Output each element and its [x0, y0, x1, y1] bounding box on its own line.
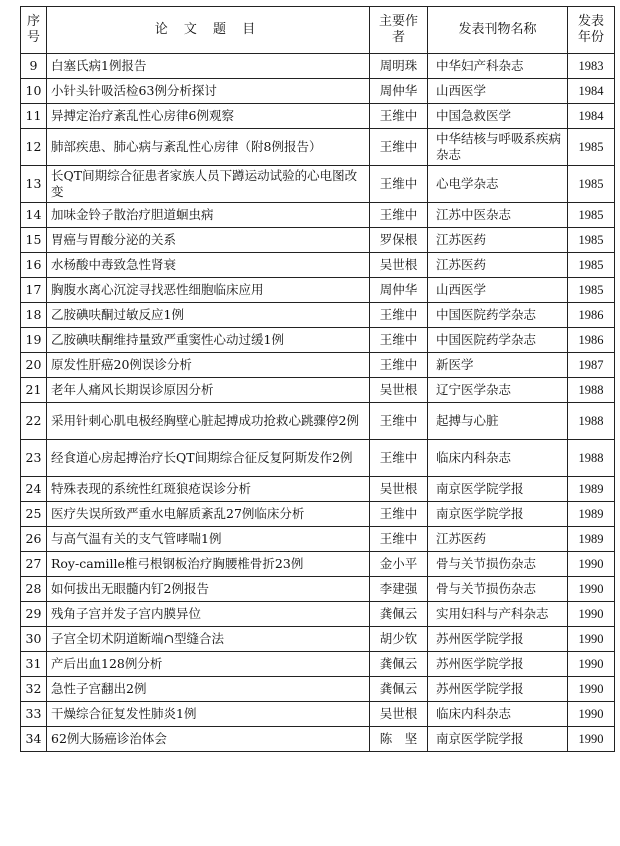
cell-year: 1987	[568, 353, 615, 378]
table-row	[21, 129, 615, 166]
cell-title: 长QT间期综合征患者家族人员下蹲运动试验的心电图改变	[47, 166, 370, 203]
cell-no: 23	[21, 440, 47, 477]
header-year: 发表年份	[568, 7, 615, 54]
cell-year: 1983	[568, 54, 615, 79]
cell-year: 1990	[568, 652, 615, 677]
cell-journal: 中国医院药学杂志	[428, 328, 568, 353]
table-row	[21, 702, 615, 727]
cell-title: 胃癌与胃酸分泌的关系	[47, 228, 370, 253]
cell-author: 王维中	[370, 440, 428, 477]
cell-no: 31	[21, 652, 47, 677]
cell-title: 老年人痛风长期误诊原因分析	[47, 378, 370, 403]
cell-journal: 临床内科杂志	[428, 440, 568, 477]
cell-journal: 中华结核与呼吸系疾病杂志	[428, 129, 568, 166]
cell-year: 1986	[568, 303, 615, 328]
table-row	[21, 627, 615, 652]
cell-author: 李建强	[370, 577, 428, 602]
cell-author: 龚佩云	[370, 602, 428, 627]
cell-journal: 江苏医药	[428, 527, 568, 552]
cell-no: 15	[21, 228, 47, 253]
table-row	[21, 727, 615, 752]
cell-journal: 江苏医药	[428, 228, 568, 253]
cell-title: 加味金铃子散治疗胆道蛔虫病	[47, 203, 370, 228]
cell-author: 吴世根	[370, 253, 428, 278]
cell-title: 白塞氏病1例报告	[47, 54, 370, 79]
cell-no: 22	[21, 403, 47, 440]
cell-author: 王维中	[370, 527, 428, 552]
cell-title: 原发性肝癌20例误诊分析	[47, 353, 370, 378]
cell-journal: 江苏中医杂志	[428, 203, 568, 228]
cell-author: 龚佩云	[370, 677, 428, 702]
cell-author: 罗保根	[370, 228, 428, 253]
header-title: 论 文 题 目	[47, 7, 370, 54]
table-row	[21, 79, 615, 104]
cell-no: 17	[21, 278, 47, 303]
cell-no: 34	[21, 727, 47, 752]
cell-title: 如何拔出无眼髓内钉2例报告	[47, 577, 370, 602]
cell-no: 10	[21, 79, 47, 104]
cell-no: 33	[21, 702, 47, 727]
cell-title: 乙胺碘呋酮维持量致严重窦性心动过缓1例	[47, 328, 370, 353]
cell-journal: 南京医学院学报	[428, 477, 568, 502]
cell-journal: 山西医学	[428, 79, 568, 104]
table-row	[21, 403, 615, 440]
cell-no: 13	[21, 166, 47, 203]
table-row	[21, 602, 615, 627]
cell-journal: 起搏与心脏	[428, 403, 568, 440]
cell-author: 周仲华	[370, 79, 428, 104]
table-row	[21, 552, 615, 577]
cell-journal: 苏州医学院学报	[428, 627, 568, 652]
table-row	[21, 353, 615, 378]
table-row	[21, 652, 615, 677]
cell-year: 1985	[568, 129, 615, 166]
cell-title: 产后出血128例分析	[47, 652, 370, 677]
cell-journal: 心电学杂志	[428, 166, 568, 203]
cell-journal: 骨与关节损伤杂志	[428, 577, 568, 602]
cell-author: 吴世根	[370, 702, 428, 727]
cell-no: 21	[21, 378, 47, 403]
cell-year: 1989	[568, 502, 615, 527]
cell-title: 与高气温有关的支气管哮喘1例	[47, 527, 370, 552]
cell-author: 吴世根	[370, 378, 428, 403]
cell-year: 1986	[568, 328, 615, 353]
cell-title: 小针头针吸活检63例分析探讨	[47, 79, 370, 104]
cell-no: 29	[21, 602, 47, 627]
cell-title: 水杨酸中毒致急性肾衰	[47, 253, 370, 278]
cell-author: 王维中	[370, 353, 428, 378]
cell-journal: 苏州医学院学报	[428, 677, 568, 702]
cell-author: 王维中	[370, 502, 428, 527]
cell-journal: 南京医学院学报	[428, 727, 568, 752]
cell-year: 1985	[568, 253, 615, 278]
table-row	[21, 203, 615, 228]
cell-author: 王维中	[370, 166, 428, 203]
cell-author: 吴世根	[370, 477, 428, 502]
cell-title: 特殊表现的系统性红斑狼疮误诊分析	[47, 477, 370, 502]
cell-year: 1990	[568, 602, 615, 627]
cell-year: 1988	[568, 440, 615, 477]
cell-title: 62例大肠癌诊治体会	[47, 727, 370, 752]
cell-year: 1985	[568, 278, 615, 303]
cell-no: 18	[21, 303, 47, 328]
cell-year: 1990	[568, 627, 615, 652]
cell-journal: 辽宁医学杂志	[428, 378, 568, 403]
cell-journal: 骨与关节损伤杂志	[428, 552, 568, 577]
cell-no: 16	[21, 253, 47, 278]
cell-journal: 实用妇科与产科杂志	[428, 602, 568, 627]
cell-year: 1990	[568, 552, 615, 577]
cell-no: 24	[21, 477, 47, 502]
publication-table	[20, 6, 615, 752]
table-row	[21, 253, 615, 278]
cell-author: 龚佩云	[370, 652, 428, 677]
cell-year: 1985	[568, 166, 615, 203]
cell-title: 胸腹水离心沉淀寻找恶性细胞临床应用	[47, 278, 370, 303]
table-row	[21, 527, 615, 552]
cell-year: 1989	[568, 527, 615, 552]
table-row	[21, 166, 615, 203]
cell-author: 王维中	[370, 203, 428, 228]
table-row	[21, 104, 615, 129]
cell-year: 1984	[568, 79, 615, 104]
table-row	[21, 54, 615, 79]
cell-no: 25	[21, 502, 47, 527]
header-journal: 发表刊物名称	[428, 7, 568, 54]
cell-title: 残角子宫并发子宫内膜异位	[47, 602, 370, 627]
cell-title: 经食道心房起搏治疗长QT间期综合征反复阿斯发作2例	[47, 440, 370, 477]
header-author: 主要作者	[370, 7, 428, 54]
header-no: 序号	[21, 7, 47, 54]
cell-title: Roy-camille椎弓根钢板治疗胸腰椎骨折23例	[47, 552, 370, 577]
cell-no: 20	[21, 353, 47, 378]
cell-author: 王维中	[370, 104, 428, 129]
cell-year: 1985	[568, 228, 615, 253]
cell-no: 28	[21, 577, 47, 602]
table-row	[21, 278, 615, 303]
cell-no: 12	[21, 129, 47, 166]
cell-no: 19	[21, 328, 47, 353]
cell-journal: 中国急救医学	[428, 104, 568, 129]
cell-year: 1985	[568, 203, 615, 228]
cell-no: 14	[21, 203, 47, 228]
cell-author: 王维中	[370, 303, 428, 328]
table-header-row	[21, 7, 615, 54]
cell-no: 11	[21, 104, 47, 129]
cell-title: 异搏定治疗紊乱性心房律6例观察	[47, 104, 370, 129]
cell-journal: 山西医学	[428, 278, 568, 303]
cell-year: 1984	[568, 104, 615, 129]
cell-no: 9	[21, 54, 47, 79]
cell-year: 1990	[568, 577, 615, 602]
cell-year: 1988	[568, 403, 615, 440]
cell-author: 金小平	[370, 552, 428, 577]
table-body	[21, 54, 615, 752]
table-row	[21, 440, 615, 477]
cell-journal: 江苏医药	[428, 253, 568, 278]
cell-year: 1990	[568, 727, 615, 752]
cell-title: 急性子宫翻出2例	[47, 677, 370, 702]
cell-author: 陈 坚	[370, 727, 428, 752]
cell-author: 周仲华	[370, 278, 428, 303]
table-row	[21, 378, 615, 403]
cell-no: 26	[21, 527, 47, 552]
table-row	[21, 677, 615, 702]
cell-title: 子宫全切术阴道断端∩型缝合法	[47, 627, 370, 652]
cell-journal: 中国医院药学杂志	[428, 303, 568, 328]
cell-author: 王维中	[370, 328, 428, 353]
cell-journal: 苏州医学院学报	[428, 652, 568, 677]
cell-year: 1989	[568, 477, 615, 502]
cell-no: 30	[21, 627, 47, 652]
cell-title: 乙胺碘呋酮过敏反应1例	[47, 303, 370, 328]
cell-year: 1988	[568, 378, 615, 403]
cell-title: 干燥综合征复发性肺炎1例	[47, 702, 370, 727]
cell-author: 王维中	[370, 129, 428, 166]
cell-no: 27	[21, 552, 47, 577]
table-row	[21, 577, 615, 602]
cell-year: 1990	[568, 677, 615, 702]
cell-title: 采用针刺心肌电极经胸壁心脏起搏成功抢救心跳骤停2例	[47, 403, 370, 440]
cell-journal: 临床内科杂志	[428, 702, 568, 727]
cell-author: 王维中	[370, 403, 428, 440]
table-row	[21, 303, 615, 328]
cell-title: 肺部疾患、肺心病与紊乱性心房律（附8例报告）	[47, 129, 370, 166]
cell-no: 32	[21, 677, 47, 702]
cell-title: 医疗失误所致严重水电解质紊乱27例临床分析	[47, 502, 370, 527]
table-row	[21, 477, 615, 502]
cell-author: 胡少钦	[370, 627, 428, 652]
cell-journal: 南京医学院学报	[428, 502, 568, 527]
cell-year: 1990	[568, 702, 615, 727]
cell-journal: 新医学	[428, 353, 568, 378]
table-row	[21, 228, 615, 253]
table-row	[21, 502, 615, 527]
table-row	[21, 328, 615, 353]
cell-author: 周明珠	[370, 54, 428, 79]
cell-journal: 中华妇产科杂志	[428, 54, 568, 79]
